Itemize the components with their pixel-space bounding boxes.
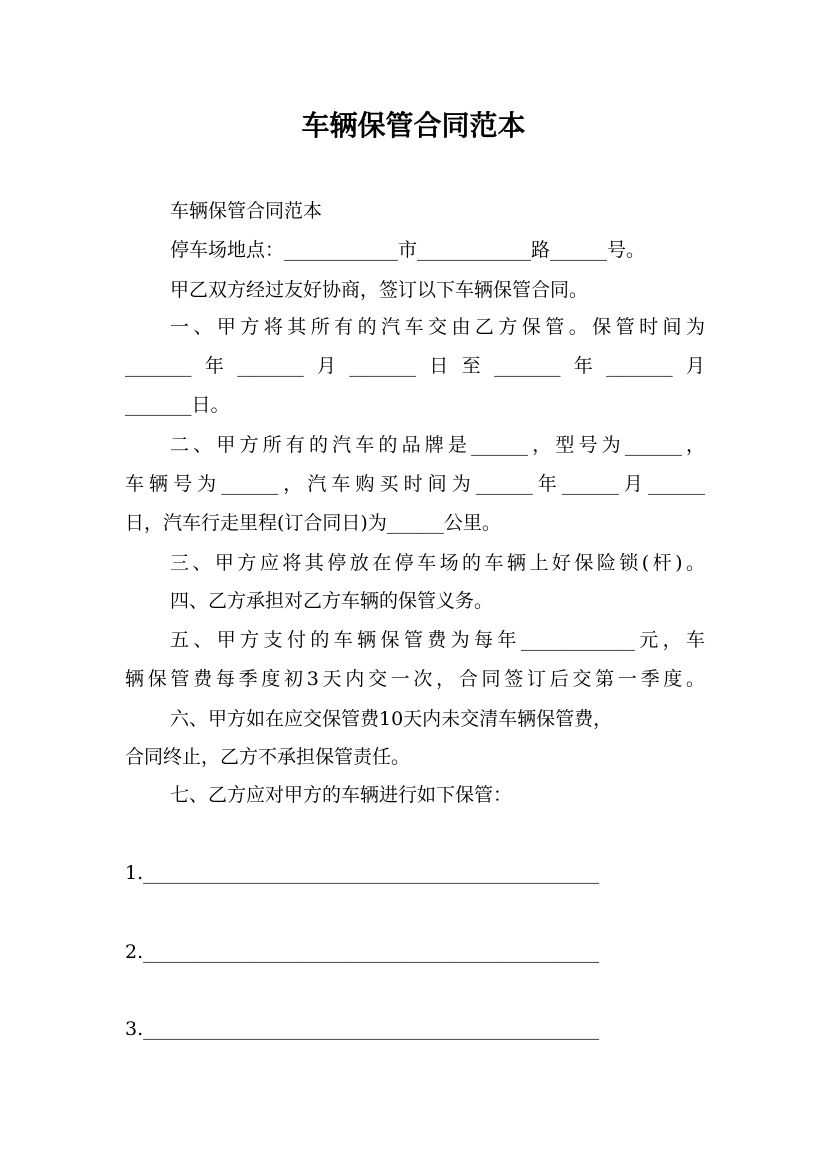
clause-2-line-2: 车辆号为______，汽车购买时间为______年______月______ — [125, 473, 705, 495]
intro-line: 甲乙双方经过友好协商，签订以下车辆保管合同。 — [170, 279, 589, 301]
clause-1-line-3: _______日。 — [125, 394, 230, 416]
clause-1-line-2: _______年_______月_______日至_______年_______月 — [125, 355, 705, 377]
list-item-2: 2.________________________________________________ — [125, 941, 600, 963]
clause-6-line-2: 合同终止，乙方不承担保管责任。 — [125, 746, 411, 768]
list-item-1: 1.________________________________________________ — [125, 862, 600, 884]
clause-2-line-3: 日，汽车行走里程(订合同日)为______公里。 — [125, 512, 501, 534]
list-item-3: 3.________________________________________________ — [125, 1018, 600, 1040]
clause-4-line: 四、乙方承担对乙方车辆的保管义务。 — [170, 590, 494, 612]
subtitle-line: 车辆保管合同范本 — [170, 200, 323, 222]
clause-2-line-1: 二、甲方所有的汽车的品牌是______，型号为______， — [170, 434, 705, 456]
document-title: 车辆保管合同范本 — [301, 109, 526, 142]
clause-5-line-1: 五、甲方支付的车辆保管费为每年____________元，车 — [170, 629, 705, 651]
parking-location-line: 停车场地点：____________市____________路______号。 — [170, 239, 646, 261]
clause-6-line-1: 六、甲方如在应交保管费10天内未交清车辆保管费， — [170, 708, 613, 730]
clause-1-line-1: 一、甲方将其所有的汽车交由乙方保管。保管时间为 — [170, 316, 705, 338]
clause-7-line: 七、乙方应对甲方的车辆进行如下保管： — [170, 784, 513, 806]
clause-5-line-2: 辆保管费每季度初3天内交一次，合同签订后交第一季度。 — [125, 668, 705, 690]
clause-3-line: 三、甲方应将其停放在停车场的车辆上好保险锁(杆)。 — [170, 552, 705, 574]
